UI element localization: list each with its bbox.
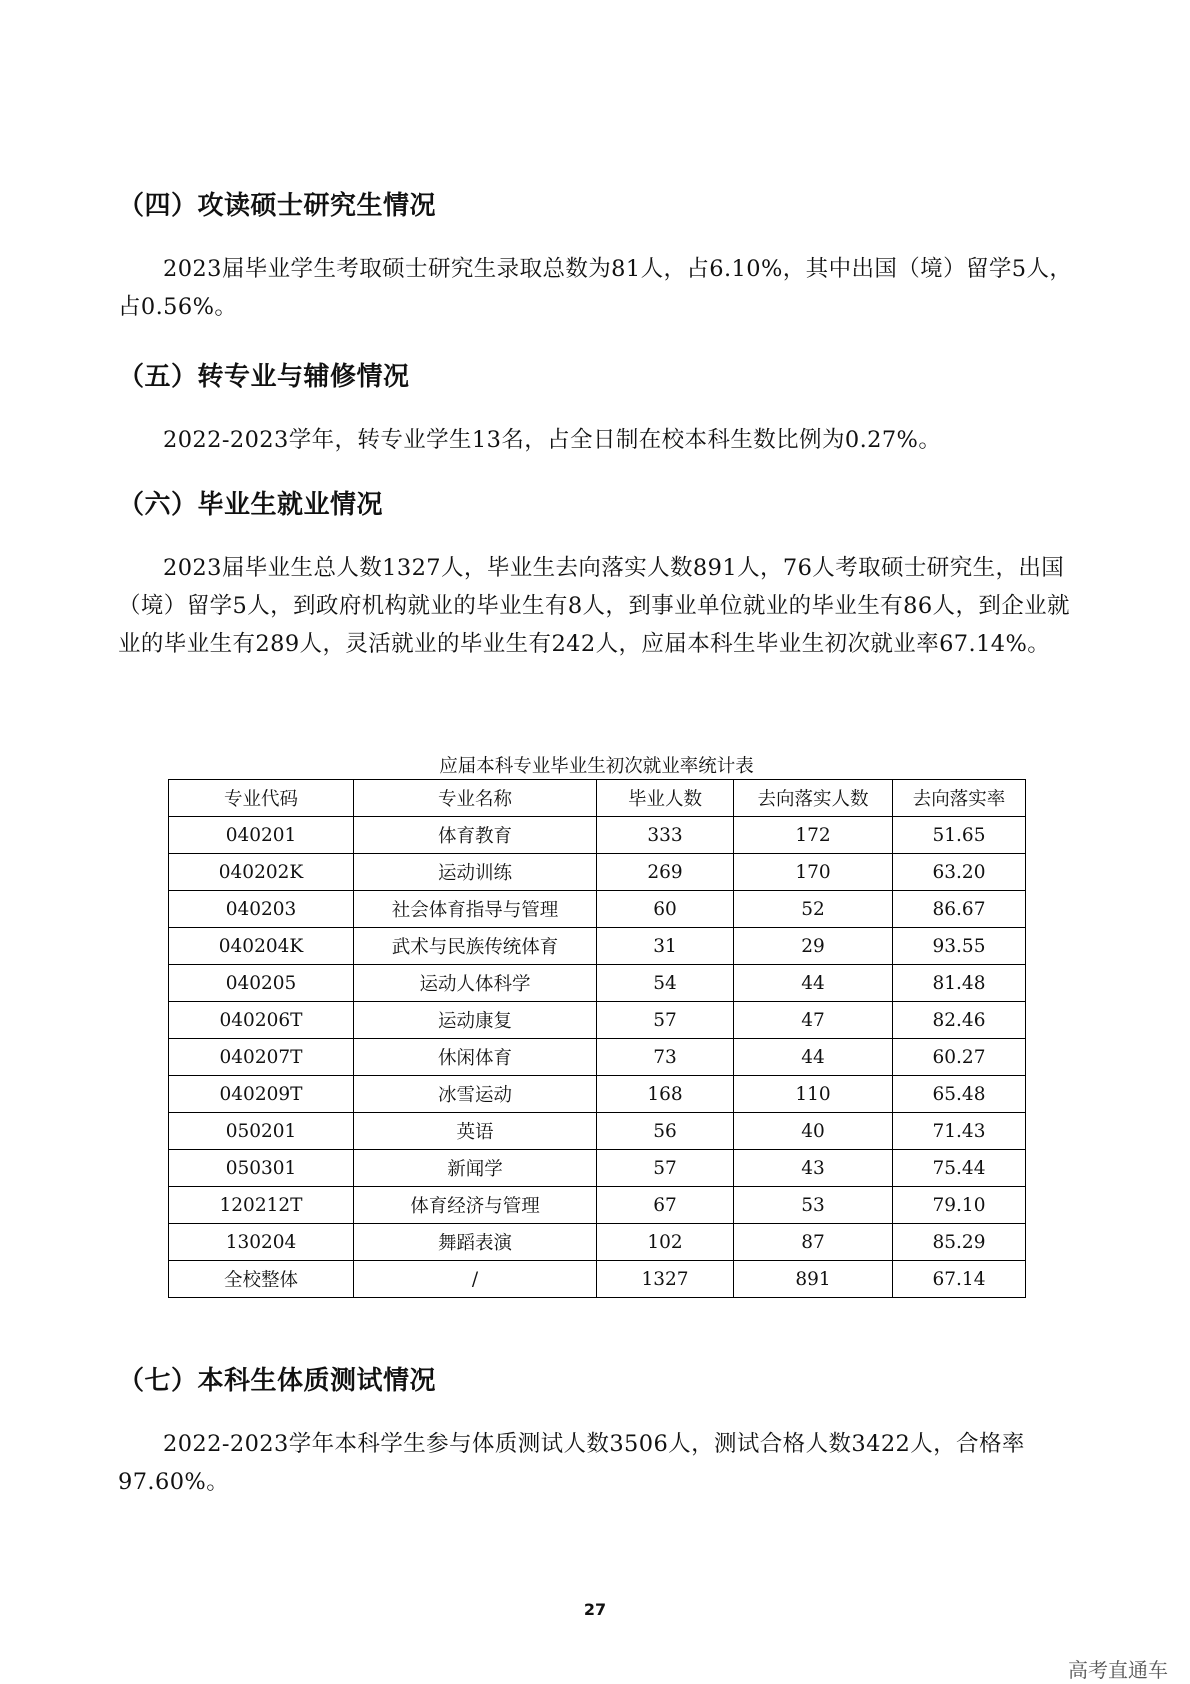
table-total-row — [169, 1261, 1026, 1298]
header-placed: 去向落实人数 — [734, 780, 893, 817]
cell-placement-rate: 71.43 — [893, 1113, 1026, 1150]
cell-major-name: / — [354, 1261, 597, 1298]
cell-placement-rate: 63.20 — [893, 854, 1026, 891]
cell-major-code: 050301 — [169, 1150, 354, 1187]
table-row — [169, 817, 1026, 854]
cell-major-name: 新闻学 — [354, 1150, 597, 1187]
cell-graduates: 168 — [597, 1076, 734, 1113]
header-placement-rate: 去向落实率 — [893, 780, 1026, 817]
section-paragraph-6: 2023届毕业生总人数1327人，毕业生去向落实人数891人，76人考取硕士研究生，出国（境）留学5人，到政府机构就业的毕业生有8人，到事业单位就业的毕业生有86人，到企业就业的毕业生有289人，灵活就业的毕业生有242人，应届本科生毕业生初次就业率67.14%。 — [118, 555, 1070, 657]
section-heading-6: （六）毕业生就业情况 — [118, 490, 384, 520]
cell-graduates: 1327 — [597, 1261, 734, 1298]
cell-placed: 44 — [734, 965, 893, 1002]
cell-major-code: 130204 — [169, 1224, 354, 1261]
cell-graduates: 73 — [597, 1039, 734, 1076]
cell-graduates: 56 — [597, 1113, 734, 1150]
cell-placed: 44 — [734, 1039, 893, 1076]
table-row — [169, 965, 1026, 1002]
cell-major-code: 040205 — [169, 965, 354, 1002]
table-row — [169, 1002, 1026, 1039]
employment-rate-table — [168, 779, 1026, 1298]
cell-major-code: 040201 — [169, 817, 354, 854]
section-heading-4: （四）攻读硕士研究生情况 — [118, 191, 437, 221]
cell-placement-rate: 81.48 — [893, 965, 1026, 1002]
cell-placement-rate: 75.44 — [893, 1150, 1026, 1187]
section-paragraph-4: 2023届毕业学生考取硕士研究生录取总数为81人，占6.10%，其中出国（境）留学5人，占0.56%。 — [118, 256, 1073, 320]
cell-graduates: 333 — [597, 817, 734, 854]
cell-placed: 891 — [734, 1261, 893, 1298]
header-major-code: 专业代码 — [169, 780, 354, 817]
cell-graduates: 67 — [597, 1187, 734, 1224]
cell-graduates: 60 — [597, 891, 734, 928]
table-row — [169, 891, 1026, 928]
table-row — [169, 928, 1026, 965]
table-row — [169, 1187, 1026, 1224]
cell-major-code: 040203 — [169, 891, 354, 928]
watermark-text: 高考直通车 — [1068, 1658, 1168, 1682]
page-number: 27 — [583, 1600, 607, 1619]
cell-major-name: 运动训练 — [354, 854, 597, 891]
cell-graduates: 54 — [597, 965, 734, 1002]
cell-major-code: 120212T — [169, 1187, 354, 1224]
cell-placement-rate: 79.10 — [893, 1187, 1026, 1224]
section-paragraph-7: 2022-2023学年本科学生参与体质测试人数3506人，测试合格人数3422人，合格率97.60%。 — [118, 1431, 1025, 1495]
section-heading-5: （五）转专业与辅修情况 — [118, 362, 410, 392]
cell-placed: 43 — [734, 1150, 893, 1187]
cell-major-name: 体育经济与管理 — [354, 1187, 597, 1224]
cell-placement-rate: 93.55 — [893, 928, 1026, 965]
table-caption: 应届本科专业毕业生初次就业率统计表 — [439, 756, 754, 777]
cell-major-name: 社会体育指导与管理 — [354, 891, 597, 928]
cell-major-name: 休闲体育 — [354, 1039, 597, 1076]
cell-major-code: 050201 — [169, 1113, 354, 1150]
cell-placement-rate: 65.48 — [893, 1076, 1026, 1113]
cell-graduates: 57 — [597, 1150, 734, 1187]
cell-placement-rate: 67.14 — [893, 1261, 1026, 1298]
cell-major-code: 全校整体 — [169, 1261, 354, 1298]
cell-placed: 87 — [734, 1224, 893, 1261]
table-row — [169, 1113, 1026, 1150]
section-paragraph-5: 2022-2023学年，转专业学生13名，占全日制在校本科生数比例为0.27%。 — [163, 427, 942, 453]
section-heading-7: （七）本科生体质测试情况 — [118, 1366, 437, 1396]
cell-major-code: 040202K — [169, 854, 354, 891]
cell-major-code: 040204K — [169, 928, 354, 965]
cell-major-name: 英语 — [354, 1113, 597, 1150]
table-row — [169, 1076, 1026, 1113]
cell-placement-rate: 85.29 — [893, 1224, 1026, 1261]
table-header-row — [169, 780, 1026, 817]
table-row — [169, 1150, 1026, 1187]
cell-graduates: 102 — [597, 1224, 734, 1261]
cell-placement-rate: 51.65 — [893, 817, 1026, 854]
cell-placed: 53 — [734, 1187, 893, 1224]
cell-major-name: 运动人体科学 — [354, 965, 597, 1002]
table-row — [169, 854, 1026, 891]
header-major-name: 专业名称 — [354, 780, 597, 817]
cell-placed: 40 — [734, 1113, 893, 1150]
cell-graduates: 31 — [597, 928, 734, 965]
cell-placed: 110 — [734, 1076, 893, 1113]
cell-placement-rate: 82.46 — [893, 1002, 1026, 1039]
cell-major-name: 冰雪运动 — [354, 1076, 597, 1113]
cell-major-name: 运动康复 — [354, 1002, 597, 1039]
header-graduates: 毕业人数 — [597, 780, 734, 817]
cell-placed: 172 — [734, 817, 893, 854]
table-row — [169, 1224, 1026, 1261]
cell-major-code: 040206T — [169, 1002, 354, 1039]
cell-major-name: 体育教育 — [354, 817, 597, 854]
cell-placement-rate: 60.27 — [893, 1039, 1026, 1076]
cell-placed: 47 — [734, 1002, 893, 1039]
cell-major-code: 040209T — [169, 1076, 354, 1113]
cell-placed: 52 — [734, 891, 893, 928]
cell-major-name: 武术与民族传统体育 — [354, 928, 597, 965]
cell-graduates: 269 — [597, 854, 734, 891]
table-row — [169, 1039, 1026, 1076]
cell-placed: 29 — [734, 928, 893, 965]
cell-placed: 170 — [734, 854, 893, 891]
cell-major-code: 040207T — [169, 1039, 354, 1076]
cell-graduates: 57 — [597, 1002, 734, 1039]
cell-major-name: 舞蹈表演 — [354, 1224, 597, 1261]
cell-placement-rate: 86.67 — [893, 891, 1026, 928]
